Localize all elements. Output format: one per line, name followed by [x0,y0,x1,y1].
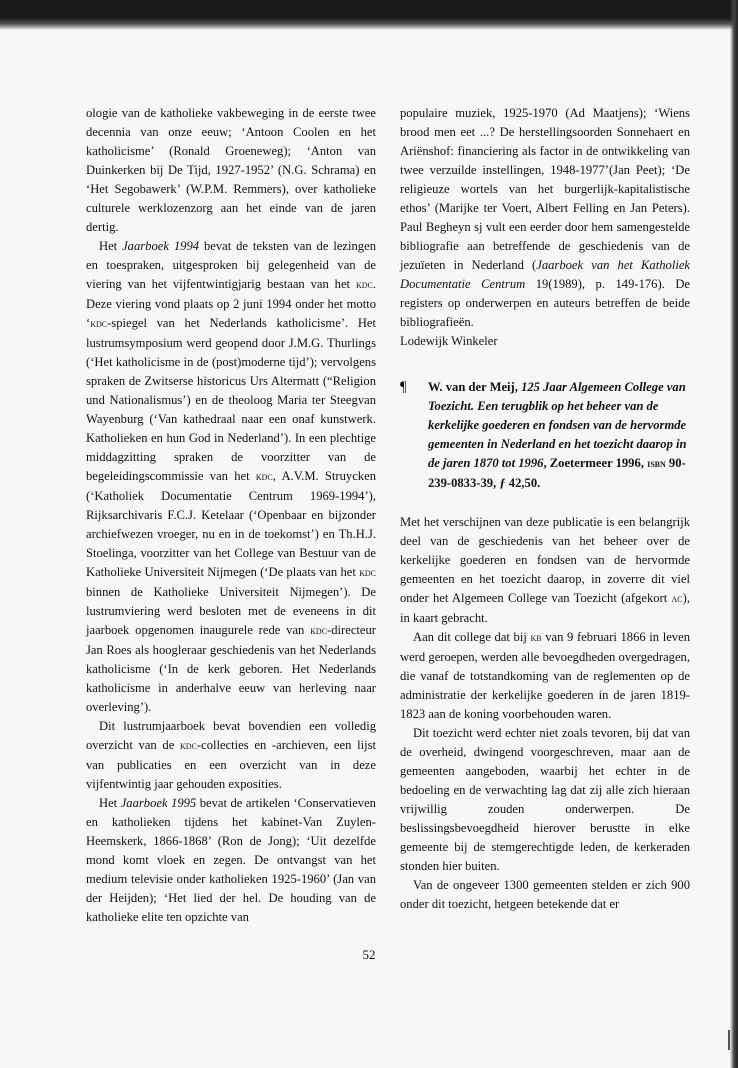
book-title: Jaarboek 1994 [122,239,200,253]
scan-edge-top [0,0,738,30]
right-column [400,104,690,914]
abbreviation: kb [530,632,542,644]
pilcrow-icon: ¶ [400,379,407,395]
abbreviation: kdc [310,625,328,637]
review-body [400,513,690,914]
book-title: Jaarboek 1995 [120,796,197,810]
abbreviation: kdc [180,740,197,752]
paragraph: Het Jaarboek 1995 bevat de artikelen ‘Conservatieven en katholieken tijdens het kabinet-Van Zuylen-Heemskerk, 1866-1868’ (Ron de Jong); ‘Uit dezelfde mond komt vloek en zegen. De ontvangst van het medium televisie onder katholieken 1925-1960’ (Jan van der Heijden); ‘Het lied der hel. De houding van de katholieke elite ten opzichte van [86,796,376,924]
paragraph: Het Jaarboek 1994 bevat de teksten van de lezingen en toespraken, uitgesproken bij gelegenheid van de viering van het vijfentwintigjarig bestaan van het kdc. Deze viering vond plaats op 2 juni 1994 onder het motto ‘kdc-spiegel van het Nederlands katholicisme’. Het lustrumsymposium werd geopend door J.M.G. Thurlings (‘Het katholicisme in de (post)moderne tijd’); vervolgens spraken de Zwitserse historicus Urs Altermatt (“Religion und Nationalismus’) en de theoloog Maria ter Steegvan Wayenburg (‘Van kathedraal naar een onaf kunstwerk. Katholieken en hun God in Nederland’). In een plechtige middagzitting spraken de voorzitter van de begeleidingscommissie van het kdc, A.V.M. Struycken (‘Katholiek Documentatie Centrum 1969-1994’), Rijksarchivaris F.C.J. Ketelaar (‘Openbaar en bijzonder archiefwezen vroeger, nu en in de toekomst’) en Th.H.J. Stoelinga, voorzitter van het College van Bestuur van de Katholieke Universiteit Nijmegen (‘De plaats van het kdc binnen de Katholieke Universiteit Nijmegen’). De lustrumviering werd besloten met de eveneens in dit jaarboek opgenomen inaugurele rede van kdc-directeur Jan Roes als hoogleraar geschiedenis van het Nederlands katholicisme (‘In de kerk geboren. Het Nederlands katholicisme in anderhalve eeuw van herleving naar overleving’). [86,239,376,714]
price-symbol: ƒ [499,476,506,490]
page-number: 52 [362,947,376,962]
abbreviation: kdc [359,567,376,579]
left-column [86,104,376,927]
paragraph: Dit toezicht werd echter niet zoals tevoren, bij dat van de overheid, dwingend voorgeschreven, maar aan de gemeenten aangeboden, waarbij het echter in de bedoeling en de verwachting lag dat zij alle zich hieraan vrijwillig zouden onderwerpen. De beslissingsbevoegdheid hierover berustte in elke gemeente bij de stemgerechtigde leden, de kerkeraden stonden hier buiten. [400,726,690,873]
review-heading: ¶ W. van der Meij, 125 Jaar Algemeen College van Toezicht. Een terugblik op het beheer van de kerkelijke goederen en fondsen van de hervormde gemeenten in Nederland en het toezicht daarop in de jaren 1870 tot 1996, Zoetermeer 1996, isbn 90-239-0833-39, ƒ 42,50. [400,379,687,490]
scan-edge-right [730,0,738,1068]
reviewer-signature: Lodewijk Winkeler [400,334,498,348]
isbn-label: isbn [647,458,666,470]
paragraph: Aan dit college dat bij kb van 9 februari 1866 in leven werd geroepen, werden alle bevoegdheden overgedragen, die vanaf de totstandkoming van de reglementen op de administratie der kerkelijke goederen in de jaren 1819-1823 aan de koning voorbehouden waren. [400,630,690,721]
abbreviation: kdc [255,471,273,483]
paragraph: populaire muziek, 1925-1970 (Ad Maatjens); ‘Wiens brood men eet ...? De herstellingsoorden Sonnehaert en Ariënshof: financiering als factor in de ontwikkeling van twee verzuilde instellingen, 1948-1977’(Jan Peet); ‘De religieuze wortels van het burgerlijk-kapitalistische ethos’ (Marijke ter Voert, Albert Felling en Jan Peters). Paul Begheyn sj vult een eerder door hem samengestelde bibliografie aan betreffende de geschiedenis van de jezuïeten in Nederland (Jaarboek van het Katholiek Documentatie Centrum 19(1989), p. 149-176). De registers op onderwerpen en auteurs betreffen de beide bibliografieën. [400,106,691,329]
scan-mark [728,1030,730,1050]
journal-title: Jaarboek van het Katholiek Documentatie Centrum [400,258,690,291]
paragraph: Dit lustrumjaarboek bevat bovendien een volledig overzicht van de kdc-collecties en -archieven, een lijst van publicaties en een overzicht van in deze vijfentwintig jaar gehouden exposities. [86,719,376,791]
abbreviation: kdc [355,279,373,291]
paragraph: Met het verschijnen van deze publicatie is een belangrijk deel van de geschiedenis van het beheer over de kerkelijke goederen en fondsen van de hervormde gemeenten en het toezicht daarop, in zoverre dit viel onder het Algemeen College van Toezicht (afgekort ac), in kaart gebracht. [400,515,690,625]
price: 42,50. [505,476,541,490]
abbreviation: ac [671,593,683,605]
review-author: W. van der Meij, [428,380,522,394]
abbreviation: kdc [90,318,108,330]
paragraph: ologie van de katholieke vakbeweging in de eerste twee decennia van onze eeuw; ‘Antoon Coolen en het katholicisme’ (Ronald Groeneweg); ‘Anton van Duinkerken bij De Tijd, 1927-1952’ (N.G. Schrama) en ‘Het Segobawerk’ (W.P.M. Remmers), over katholieke culturele werklozenzorg aan het einde van de jaren dertig. [86,106,376,234]
review-book-title: 125 Jaar Algemeen College van Toezicht. Een terugblik op het beheer van de kerkelijke goederen en fondsen van de hervormde gemeenten in Nederland en het toezicht daarop in de jaren 1870 tot 1996 [428,380,687,470]
paragraph: Van de ongeveer 1300 gemeenten stelden er zich 900 onder dit toezicht, hetgeen betekende dat er [400,878,690,911]
